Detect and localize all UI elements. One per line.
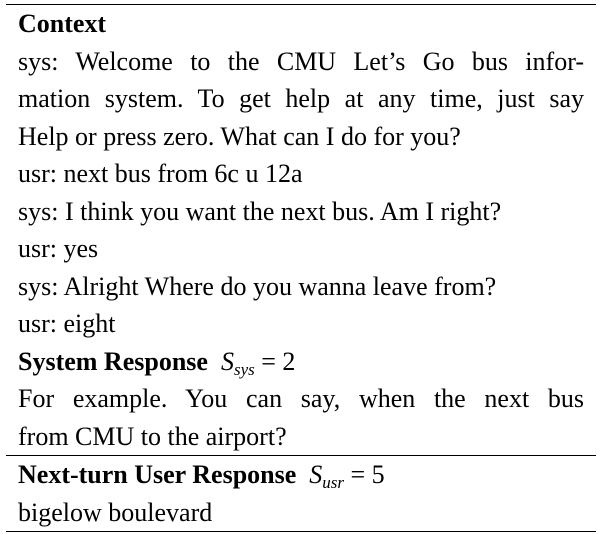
system-response-line: For example. You can say, when the next bus: [18, 384, 584, 413]
context-heading: Context: [18, 9, 107, 38]
system-response-line: from CMU to the airport?: [18, 421, 287, 451]
context-line: usr: eight: [18, 309, 116, 338]
system-response-heading: System Response: [18, 346, 208, 376]
score-symbol: S: [309, 460, 323, 489]
context-line: mation system. To get help at any time, just say: [18, 84, 584, 113]
context-line: Help or press zero. What can I do for you?: [18, 121, 461, 151]
score-subscript: sys: [233, 359, 255, 379]
score-value: = 5: [344, 460, 385, 489]
context-line: sys: Welcome to the CMU Let’s Go bus infor-: [18, 46, 584, 76]
context-line: usr: yes: [18, 234, 99, 263]
context-line: sys: I think you want the next bus. Am I right?: [18, 196, 502, 226]
user-response-header: [6, 456, 596, 494]
score-subscript: usr: [322, 473, 345, 492]
user-response-line: bigelow boulevard: [18, 497, 213, 527]
user-response-heading: Next-turn User Response: [18, 460, 297, 489]
user-response-score: [303, 460, 385, 492]
context-line: sys: Alright Where do you wanna leave from?: [18, 271, 497, 301]
system-response-score: [214, 346, 296, 379]
context-line: usr: next bus from 6c u 12a: [18, 159, 303, 188]
system-response-header: [6, 343, 596, 381]
score-symbol: S: [220, 346, 234, 376]
dialogue-example-table: [6, 4, 596, 532]
score-value: = 2: [254, 346, 296, 376]
